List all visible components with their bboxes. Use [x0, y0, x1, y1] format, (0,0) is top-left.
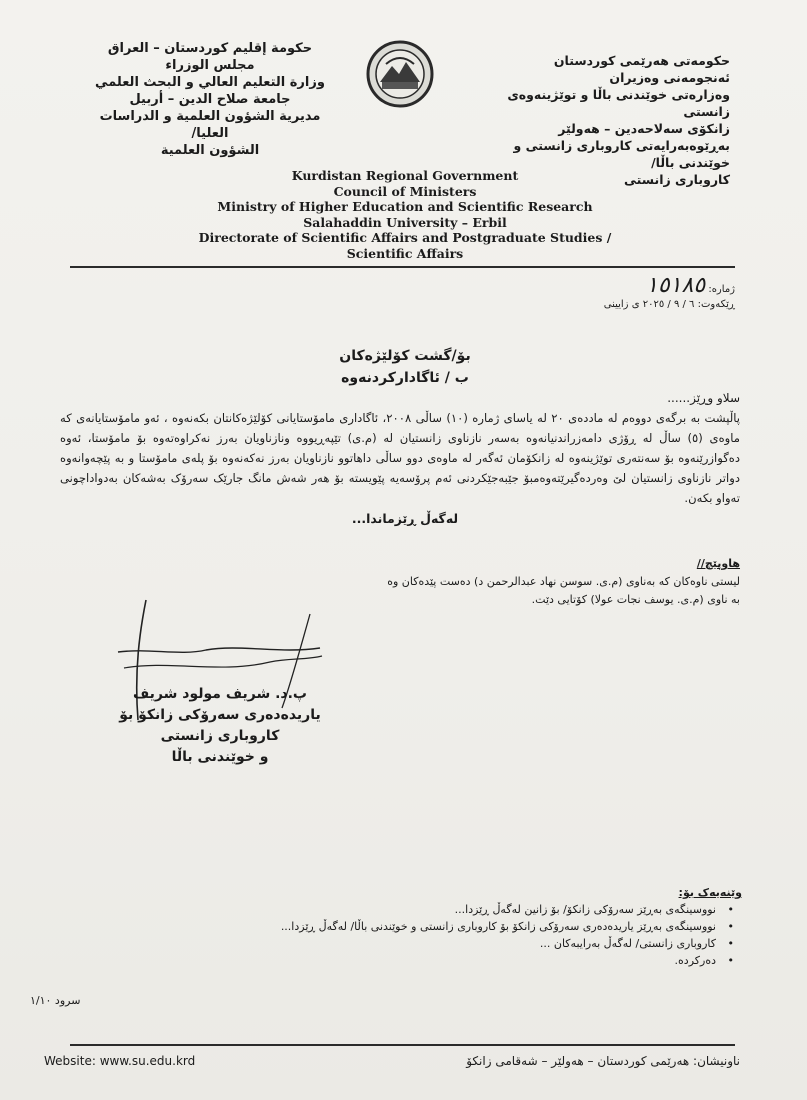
arabic-header-line: حكومة إقليم كوردستان – العراق: [107, 41, 313, 56]
reference-number-label: ژمارە:: [708, 284, 735, 295]
english-header-line: Ministry of Higher Education and Scientific Research: [217, 199, 593, 214]
reference-number-row: [560, 273, 735, 298]
arabic-header-line: جامعة صلاح الدين – أربيل: [129, 92, 291, 107]
header-divider: [70, 266, 735, 268]
copies-title: وێنەیەک بۆ:: [678, 886, 742, 899]
reference-date-suffix: ی زایینی: [603, 299, 640, 310]
kurdish-header-line: کاروباری زانستی: [624, 172, 730, 187]
copy-item: • نووسینگەی بەڕێز سەرۆکی زانکۆ/ بۆ زانین لەگەڵ ڕێزدا...: [200, 901, 716, 918]
copies-list: [200, 884, 742, 969]
arabic-header-line: مديرية الشؤون العلمية و الدراسات العليا/: [99, 109, 321, 141]
attachment-line: بە ناوی (م.ی. یوسف نجات عولا) کۆتایی دێت.: [531, 593, 740, 606]
footer-divider: [70, 1044, 735, 1046]
letter-greeting: سلاو وڕێز......: [667, 391, 740, 405]
arabic-header-line: الشؤون العلمية: [160, 143, 260, 158]
english-header: [150, 168, 660, 261]
arabic-header: [90, 40, 330, 159]
copies-items: [200, 901, 742, 969]
letter-subject: ب / ئاگادارکردنەوە: [341, 370, 469, 386]
english-header-line: Directorate of Scientific Affairs and Postgraduate Studies /: [198, 230, 612, 245]
signatory-title: و خوێندنی باڵا: [171, 749, 269, 765]
reference-number-value: ١٥١٨٥: [646, 273, 706, 298]
english-header-line: Scientific Affairs: [346, 245, 464, 261]
letter-recipient: بۆ/گشت کۆلێژەکان: [339, 348, 471, 364]
signatory-name: پ.د. شریف مولود شریف: [133, 686, 307, 702]
letter-body: پاڵپشت بە برگەی دووەم لە ماددەی ٢٠ لە یاسای ژمارە (١٠) ساڵی ٢٠٠٨، ئاگاداری مامۆستایانی کۆلێژەکانتان بکەنەوە ، ئەو مامۆستایانەی کە ماوەی (٥) ساڵ لە ڕۆژی دامەزراندنیانەوە بەسەر نازناوی زانستیان لە (م.ی) تێپەڕیووە ونازناویان بەرز نەکراوەتەوە بۆ مامۆستا، ئەوە دەگوازرێنەوە بۆ سەنتەری توێژینەوە لە زانکۆمان ئەگەر لە ماوەی دوو ساڵی داهاتوو نازناویان بەرز نەکەنەوە بۆ پلەی مامۆستا و بە پێچەوانەوە دواتر نازناوی زانستیان لێ وەردەگیرێتەوەمبۆ جێبەجێکردنی ئەم پرۆسەیە پێویستە بۆ هەر شەش مانگ جارێک سەرۆک بەشەکان بەدواداچونی تەواو بکەن.: [60, 411, 740, 505]
reference-date-value: ٦ / ٩ / ٢٠٢٥: [642, 299, 695, 310]
footer-address: ناونیشان: هەرێمی کوردستان – هەولێر – شەقامی زانکۆ: [466, 1054, 740, 1068]
attachment-note: [380, 555, 740, 609]
signature-block: [100, 684, 340, 768]
english-header-line: Salahaddin University – Erbil: [303, 214, 507, 230]
attachment-line: لیستی ناوەکان کە بەناوی (م.ی. سوسن نهاد عبدالرحمن د) دەست پێدەکان وە: [387, 575, 740, 588]
drafter-initials: سرود ١/١٠: [30, 994, 81, 1007]
reference-date-row: [560, 297, 735, 312]
kurdish-header-line: وەزارەتی خوێندنی باڵا و توێژینەوەی زانستی: [507, 87, 730, 119]
reference-block: [560, 273, 735, 312]
arabic-header-line: مجلس الوزراء: [165, 58, 255, 73]
kurdish-header-line: حکومەتی هەرێمی کوردستان: [553, 53, 730, 68]
copy-item: • دەرکردە.: [200, 952, 716, 969]
letter-closing: لەگەڵ ڕێزماندا...: [351, 511, 459, 526]
copy-item: • کاروباری زانستی/ لەگەڵ بەرایبەکان ...: [200, 935, 716, 952]
kurdish-header-line: زانکۆی سەلاحەدین – هەولێر: [558, 121, 730, 136]
kurdish-header-line: ئەنجومەنی وەزیران: [609, 70, 730, 85]
arabic-header-line: وزارة التعليم العالي و البحث العلمي: [95, 75, 325, 90]
reference-date-label: ڕێکەوت:: [697, 299, 735, 310]
footer-website: Website: www.su.edu.krd: [44, 1054, 196, 1068]
english-header-line: Council of Ministers: [333, 183, 477, 199]
attachment-title: هاوپێچ//: [696, 557, 740, 570]
signatory-title: یاریدەدەری سەرۆکی زانکۆ بۆ کاروباری زانستی: [119, 707, 321, 744]
copy-item: • نووسینگەی بەڕێز یاریدەدەری سەرۆکی زانکۆ بۆ کاروباری زانستی و خوێندنی باڵا/ لەگەڵ ڕێزدا...: [200, 918, 716, 935]
english-header-line: Kurdistan Regional Government: [291, 168, 519, 183]
university-seal-icon: [366, 40, 434, 108]
kurdish-header-line: بەڕێوەبەرایەتی کاروباری زانستی و خوێندنی باڵا/: [513, 138, 730, 170]
